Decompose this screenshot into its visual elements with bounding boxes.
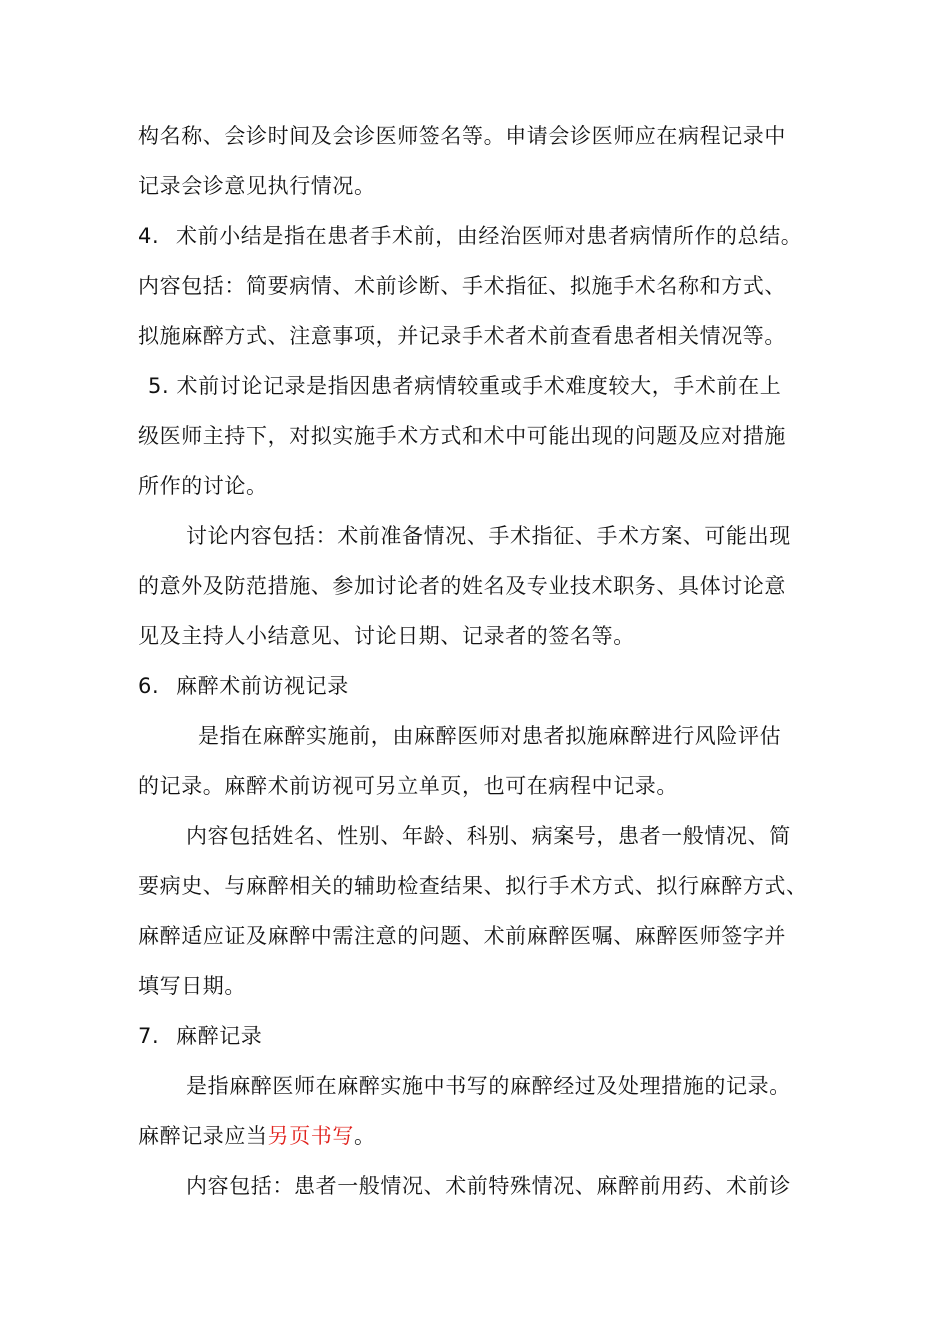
text-line: 内容包括：简要病情、术前诊断、手术指征、拟施手术名称和方式、: [138, 274, 786, 298]
text-line: 记录会诊意见执行情况。: [138, 174, 376, 198]
paragraph-start: 是指在麻醉实施前，由麻醉医师对患者拟施麻醉进行风险评估: [198, 724, 782, 748]
section-heading: 麻醉记录: [176, 1024, 263, 1048]
list-item-4: [138, 221, 802, 251]
text-line: 级医师主持下，对拟实施手术方式和术中可能出现的问题及应对措施: [138, 424, 786, 448]
text-line: 麻醉适应证及麻醉中需注意的问题、术前麻醉医嘱、麻醉医师签字并: [138, 924, 786, 948]
paragraph-start: 讨论内容包括：术前准备情况、手术指征、手术方案、可能出现: [186, 524, 791, 548]
text-fragment: 麻醉记录应当: [138, 1124, 268, 1148]
paragraph-start: 内容包括姓名、性别、年龄、科别、病案号，患者一般情况、简: [186, 824, 791, 848]
list-number: 4.: [138, 224, 160, 248]
text-line: 填写日期。: [138, 974, 246, 998]
text-line: 构名称、会诊时间及会诊医师签名等。申请会诊医师应在病程记录中: [138, 124, 786, 148]
highlighted-text: 另页书写: [267, 1124, 355, 1148]
text-line: 要病史、与麻醉相关的辅助检查结果、拟行手术方式、拟行麻醉方式、: [138, 874, 808, 898]
text-line: 拟施麻醉方式、注意事项，并记录手术者术前查看患者相关情况等。: [138, 324, 786, 348]
text-line: 术前小结是指在患者手术前，由经治医师对患者病情所作的总结。: [176, 224, 803, 248]
list-item-5: 5. 术前讨论记录是指因患者病情较重或手术难度较大，手术前在上: [148, 374, 782, 398]
text-line: 所作的讨论。: [138, 474, 268, 498]
paragraph-start: 内容包括：患者一般情况、术前特殊情况、麻醉前用药、术前诊: [186, 1174, 791, 1198]
paragraph-start: 是指麻醉医师在麻醉实施中书写的麻醉经过及处理措施的记录。: [186, 1074, 791, 1098]
list-number: 6.: [138, 674, 160, 698]
list-item-7: [138, 1021, 262, 1051]
text-line: [138, 1121, 376, 1151]
text-fragment: 。: [354, 1124, 376, 1148]
text-line: 的意外及防范措施、参加讨论者的姓名及专业技术职务、具体讨论意: [138, 574, 786, 598]
list-number: 7.: [138, 1024, 160, 1048]
text-line: 的记录。麻醉术前访视可另立单页，也可在病程中记录。: [138, 774, 678, 798]
section-heading: 麻醉术前访视记录: [176, 674, 349, 698]
list-item-6: [138, 671, 349, 701]
text-line: 见及主持人小结意见、讨论日期、记录者的签名等。: [138, 624, 635, 648]
